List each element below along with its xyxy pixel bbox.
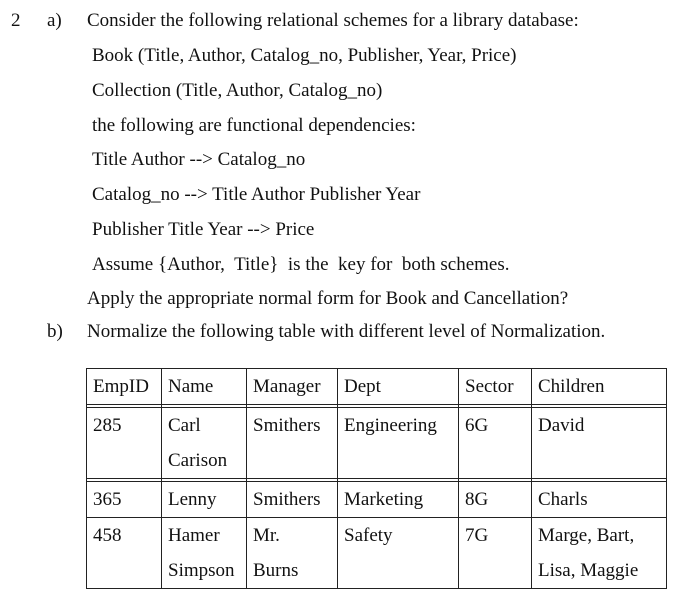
cell-name-line: Simpson xyxy=(168,560,235,581)
employee-table xyxy=(86,368,667,589)
header-manager: Manager xyxy=(247,369,338,405)
cell-dept: Engineering xyxy=(338,408,459,479)
cell-dept: Safety xyxy=(338,518,459,589)
cell-children-line: Lisa, Maggie xyxy=(538,560,639,581)
cell-name xyxy=(162,408,247,479)
header-sector: Sector xyxy=(459,369,532,405)
cell-name-line: Hamer xyxy=(168,525,220,546)
cell-name-line: Carl xyxy=(168,415,201,436)
part-a-intro: Consider the following relational schemes for a library database: xyxy=(87,10,579,31)
cell-manager: Smithers xyxy=(247,482,338,518)
cell-manager: Smithers xyxy=(247,408,338,479)
key-assumption: Assume {Author, Title} is the key for both schemes. xyxy=(92,254,510,275)
cell-empid: 365 xyxy=(87,482,162,518)
cell-manager-line: Burns xyxy=(253,560,299,581)
fd-2: Catalog_no --> Title Author Publisher Year xyxy=(92,184,421,205)
cell-name xyxy=(162,518,247,589)
cell-sector: 8G xyxy=(459,482,532,518)
part-a-label: a) xyxy=(47,10,62,31)
cell-children xyxy=(532,518,667,589)
cell-children: Charls xyxy=(532,482,667,518)
cell-name: Lenny xyxy=(162,482,247,518)
cell-dept: Marketing xyxy=(338,482,459,518)
part-b-text: Normalize the following table with different level of Normalization. xyxy=(87,321,606,342)
question-number: 2 xyxy=(11,10,21,31)
cell-empid: 285 xyxy=(87,408,162,479)
table-row xyxy=(87,482,667,518)
collection-scheme: Collection (Title, Author, Catalog_no) xyxy=(92,80,383,101)
table-row xyxy=(87,408,667,479)
book-scheme: Book (Title, Author, Catalog_no, Publisher, Year, Price) xyxy=(92,45,517,66)
header-name: Name xyxy=(162,369,247,405)
cell-empid: 458 xyxy=(87,518,162,589)
cell-children: David xyxy=(532,408,667,479)
cell-children-line: Marge, Bart, xyxy=(538,525,635,546)
part-a-question: Apply the appropriate normal form for Book and Cancellation? xyxy=(87,288,569,309)
cell-sector: 6G xyxy=(459,408,532,479)
header-dept: Dept xyxy=(338,369,459,405)
part-b-label: b) xyxy=(47,321,63,342)
cell-manager-line: Mr. xyxy=(253,525,280,546)
fd-1: Title Author --> Catalog_no xyxy=(92,149,306,170)
cell-name-line: Carison xyxy=(168,450,228,471)
header-empid: EmpID xyxy=(87,369,162,405)
table-header-row xyxy=(87,369,667,405)
header-children: Children xyxy=(532,369,667,405)
cell-sector: 7G xyxy=(459,518,532,589)
table-row xyxy=(87,518,667,589)
fd-3: Publisher Title Year --> Price xyxy=(92,219,315,240)
fd-intro: the following are functional dependencies: xyxy=(92,115,416,136)
cell-manager xyxy=(247,518,338,589)
